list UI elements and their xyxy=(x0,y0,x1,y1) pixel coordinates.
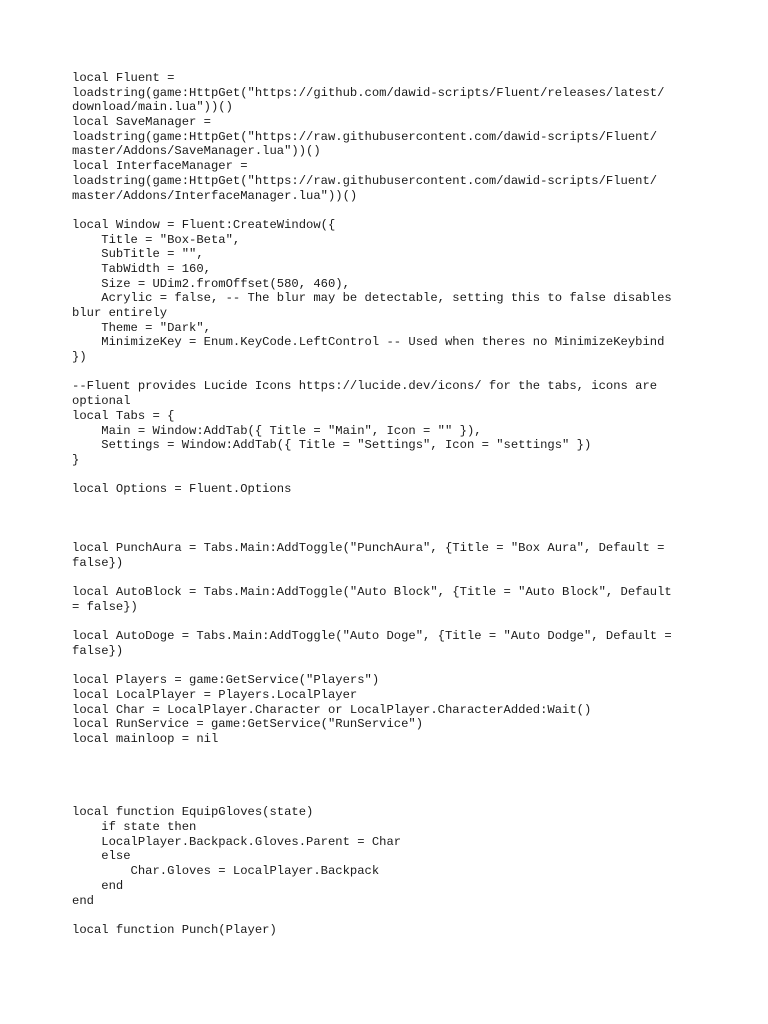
code-line: MinimizeKey = Enum.KeyCode.LeftControl -- Used when theres no MinimizeKeybind xyxy=(72,335,665,350)
code-line: Char.Gloves = LocalPlayer.Backpack xyxy=(72,864,380,879)
code-line: download/main.lua"))() xyxy=(72,100,233,115)
code-line: local InterfaceManager = xyxy=(72,159,248,174)
code-line: local SaveManager = xyxy=(72,115,211,130)
code-line xyxy=(72,570,732,585)
code-line: end xyxy=(72,878,124,893)
code-line: LocalPlayer.Backpack.Gloves.Parent = Char xyxy=(72,834,402,849)
code-line xyxy=(72,659,732,674)
code-line: TabWidth = 160, xyxy=(72,261,211,276)
code-line xyxy=(72,468,732,483)
code-line xyxy=(72,791,732,806)
code-line: local RunService = game:GetService("RunService") xyxy=(72,717,424,732)
code-line: SubTitle = "", xyxy=(72,247,204,262)
code-line: Theme = "Dark", xyxy=(72,320,211,335)
code-line xyxy=(72,908,732,923)
code-line: local AutoBlock = Tabs.Main:AddToggle("Auto Block", {Title = "Auto Block", Default xyxy=(72,585,672,600)
code-line: end xyxy=(72,893,94,908)
code-line: loadstring(game:HttpGet("https://raw.githubusercontent.com/dawid-scripts/Fluent/ xyxy=(72,173,658,188)
code-line: } xyxy=(72,452,80,467)
code-line: local Tabs = { xyxy=(72,408,175,423)
code-line: optional xyxy=(72,394,131,409)
code-listing xyxy=(72,71,732,938)
code-line: local Window = Fluent:CreateWindow({ xyxy=(72,217,336,232)
code-line: Main = Window:AddTab({ Title = "Main", Icon = "" }), xyxy=(72,423,482,438)
code-line: master/Addons/SaveManager.lua"))() xyxy=(72,144,321,159)
code-line xyxy=(72,203,732,218)
code-line xyxy=(72,365,732,380)
code-line: loadstring(game:HttpGet("https://raw.githubusercontent.com/dawid-scripts/Fluent/ xyxy=(72,129,658,144)
code-line: local mainloop = nil xyxy=(72,731,219,746)
code-line xyxy=(72,776,732,791)
code-line: else xyxy=(72,849,131,864)
code-line xyxy=(72,512,732,527)
code-line xyxy=(72,497,732,512)
code-line: local Fluent = xyxy=(72,71,175,85)
code-line: = false}) xyxy=(72,599,138,614)
code-line: Title = "Box-Beta", xyxy=(72,232,241,247)
code-line: loadstring(game:HttpGet("https://github.com/dawid-scripts/Fluent/releases/latest/ xyxy=(72,85,665,100)
code-line: local function Punch(Player) xyxy=(72,922,277,937)
code-line: Size = UDim2.fromOffset(580, 460), xyxy=(72,276,350,291)
code-line: local AutoDoge = Tabs.Main:AddToggle("Auto Doge", {Title = "Auto Dodge", Default = xyxy=(72,629,672,644)
code-line: local function EquipGloves(state) xyxy=(72,805,314,820)
code-line: Acrylic = false, -- The blur may be detectable, setting this to false disables xyxy=(72,291,672,306)
code-line: --Fluent provides Lucide Icons https://lucide.dev/icons/ for the tabs, icons are xyxy=(72,379,658,394)
code-line: Settings = Window:AddTab({ Title = "Settings", Icon = "settings" }) xyxy=(72,438,592,453)
code-line xyxy=(72,761,732,776)
code-line: false}) xyxy=(72,643,124,658)
code-line: if state then xyxy=(72,820,197,835)
code-line: master/Addons/InterfaceManager.lua"))() xyxy=(72,188,358,203)
code-line: false}) xyxy=(72,555,124,570)
code-line: local LocalPlayer = Players.LocalPlayer xyxy=(72,687,358,702)
code-line: local Players = game:GetService("Players") xyxy=(72,673,380,688)
code-line: }) xyxy=(72,350,87,365)
code-line xyxy=(72,747,732,762)
code-line xyxy=(72,614,732,629)
code-line: blur entirely xyxy=(72,306,168,320)
code-line xyxy=(72,526,732,541)
code-line: local PunchAura = Tabs.Main:AddToggle("PunchAura", {Title = "Box Aura", Default = xyxy=(72,541,665,555)
code-line: local Options = Fluent.Options xyxy=(72,482,292,497)
code-line: local Char = LocalPlayer.Character or LocalPlayer.CharacterAdded:Wait() xyxy=(72,702,592,717)
